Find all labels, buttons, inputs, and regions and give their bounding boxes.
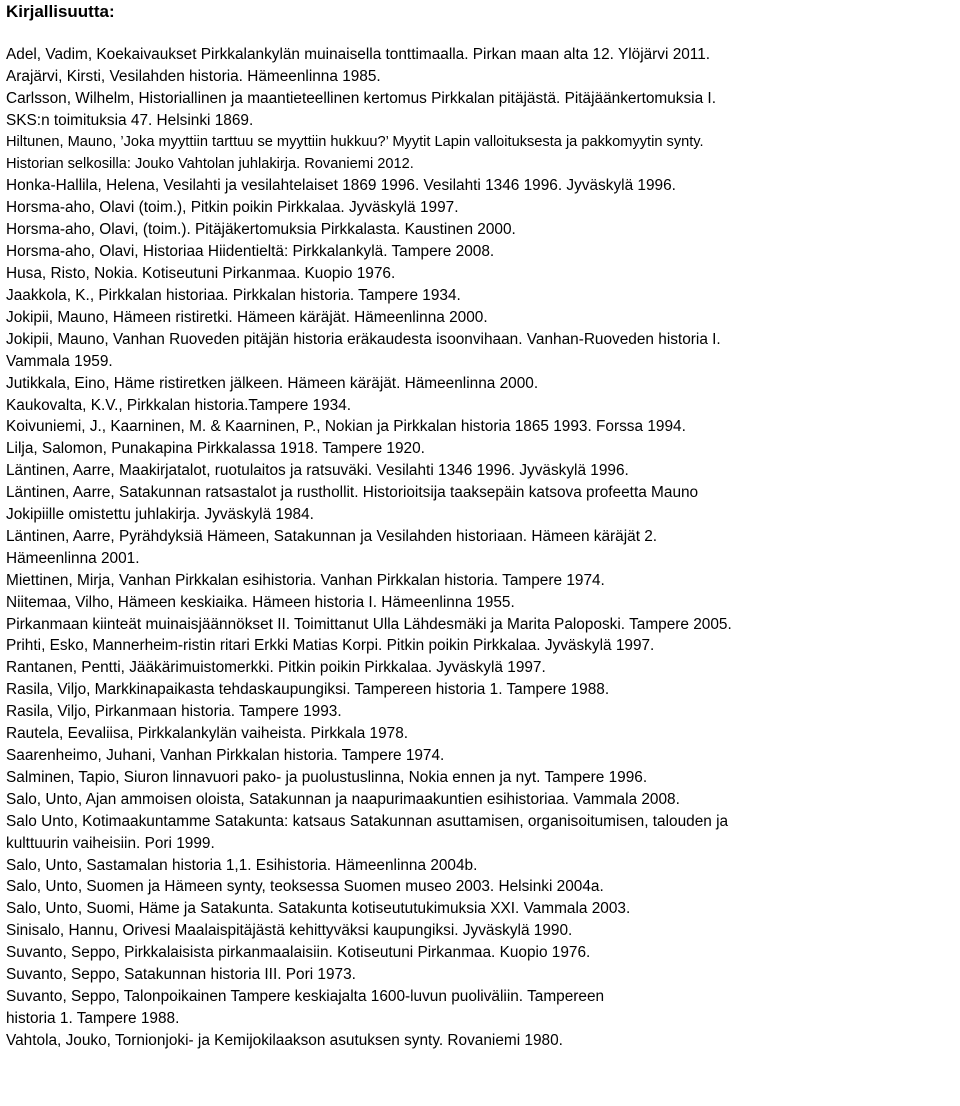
bibliography-line: Historian selkosilla: Jouko Vahtolan juhlakirja. Rovaniemi 2012. (6, 155, 414, 172)
bibliography-line: Jokipii, Mauno, Vanhan Ruoveden pitäjän historia eräkaudesta isoonvihaan. Vanhan-Ruoveden historia I. (6, 330, 721, 348)
bibliography-line: Prihti, Esko, Mannerheim-ristin ritari Erkki Matias Korpi. Pitkin poikin Pirkkalaa. Jyväskylä 1997. (6, 637, 655, 655)
bibliography-line: Suvanto, Seppo, Pirkkalaisista pirkanmaalaisiin. Kotiseutuni Pirkanmaa. Kuopio 1976. (6, 944, 591, 962)
bibliography-line: Rasila, Viljo, Pirkanmaan historia. Tampere 1993. (6, 703, 342, 721)
bibliography-line: historia 1. Tampere 1988. (6, 1009, 180, 1027)
bibliography-line: Miettinen, Mirja, Vanhan Pirkkalan esihistoria. Vanhan Pirkkalan historia. Tampere 1974. (6, 571, 605, 589)
bibliography-line: Husa, Risto, Nokia. Kotiseutuni Pirkanmaa. Kuopio 1976. (6, 265, 396, 283)
bibliography-line: Jaakkola, K., Pirkkalan historiaa. Pirkkalan historia. Tampere 1934. (6, 286, 461, 304)
bibliography-line: Carlsson, Wilhelm, Historiallinen ja maantieteellinen kertomus Pirkkalan pitäjästä. Pitäjäänkertomuksia I. (6, 89, 716, 107)
bibliography-line: Arajärvi, Kirsti, Vesilahden historia. Hämeenlinna 1985. (6, 67, 381, 85)
bibliography-line: Horsma-aho, Olavi (toim.), Pitkin poikin Pirkkalaa. Jyväskylä 1997. (6, 199, 459, 217)
bibliography-line: Läntinen, Aarre, Maakirjatalot, ruotulaitos ja ratsuväki. Vesilahti 1346 1996. Jyväskylä 1996. (6, 462, 629, 480)
bibliography-line: Salminen, Tapio, Siuron linnavuori pako- ja puolustuslinna, Nokia ennen ja nyt. Tampere 1996. (6, 768, 648, 786)
bibliography-line: Vahtola, Jouko, Tornionjoki- ja Kemijokilaakson asutuksen synty. Rovaniemi 1980. (6, 1031, 563, 1049)
bibliography-line: Suvanto, Seppo, Satakunnan historia III. Pori 1973. (6, 966, 356, 984)
bibliography-line: Rasila, Viljo, Markkinapaikasta tehdaskaupungiksi. Tampereen historia 1. Tampere 1988. (6, 681, 610, 699)
bibliography-line: Rantanen, Pentti, Jääkärimuistomerkki. Pitkin poikin Pirkkalaa. Jyväskylä 1997. (6, 659, 546, 677)
bibliography-line: Salo, Unto, Ajan ammoisen oloista, Satakunnan ja naapurimaakuntien esihistoriaa. Vammala 2008. (6, 790, 680, 808)
bibliography-line: Adel, Vadim, Koekaivaukset Pirkkalankylän muinaisella tonttimaalla. Pirkan maan alta 12. Ylöjärvi 2011. (6, 46, 711, 63)
bibliography-line: Jutikkala, Eino, Häme ristiretken jälkeen. Hämeen käräjät. Hämeenlinna 2000. (6, 374, 539, 392)
bibliography-line: Horsma-aho, Olavi, (toim.). Pitäjäkertomuksia Pirkkalasta. Kaustinen 2000. (6, 221, 516, 239)
bibliography-line: Salo, Unto, Sastamalan historia 1,1. Esihistoria. Hämeenlinna 2004b. (6, 856, 478, 874)
bibliography-line: Honka-Hallila, Helena, Vesilahti ja vesilahtelaiset 1869 1996. Vesilahti 1346 1996. Jyväskylä 1996. (6, 177, 676, 195)
bibliography-line: Horsma-aho, Olavi, Historiaa Hiidentieltä: Pirkkalankylä. Tampere 2008. (6, 243, 495, 261)
bibliography-line: Sinisalo, Hannu, Orivesi Maalaispitäjästä kehittyväksi kaupungiksi. Jyväskylä 1990. (6, 922, 573, 940)
bibliography-line: Pirkanmaan kiinteät muinaisjäännökset II. Toimittanut Ulla Lähdesmäki ja Marita Paloposki. Tampere 2005. (6, 615, 732, 633)
bibliography-line: Suvanto, Seppo, Talonpoikainen Tampere keskiajalta 1600-luvun puoliväliin. Tampereen (6, 987, 605, 1005)
bibliography-line: Läntinen, Aarre, Satakunnan ratsastalot ja rusthollit. Historioitsija taaksepäin katsova profeetta Mauno (6, 484, 699, 502)
bibliography-line: Jokipiille omistettu juhlakirja. Jyväskylä 1984. (6, 506, 314, 524)
page-heading: Kirjallisuutta: (6, 2, 115, 21)
bibliography-line: Kaukovalta, K.V., Pirkkalan historia.Tampere 1934. (6, 396, 352, 414)
document-page (6, 0, 956, 1052)
bibliography-line: SKS:n toimituksia 47. Helsinki 1869. (6, 111, 254, 129)
bibliography-line: Salo Unto, Kotimaakuntamme Satakunta: katsaus Satakunnan asuttamisen, organisoitumisen, talouden ja (6, 812, 729, 830)
bibliography-line: Saarenheimo, Juhani, Vanhan Pirkkalan historia. Tampere 1974. (6, 747, 445, 764)
bibliography-line: Salo, Unto, Suomen ja Hämeen synty, teoksessa Suomen museo 2003. Helsinki 2004a. (6, 878, 604, 896)
bibliography-line: Rautela, Eevaliisa, Pirkkalankylän vaiheista. Pirkkala 1978. (6, 725, 409, 743)
bibliography-line: Vammala 1959. (6, 352, 113, 370)
bibliography-line: Niitemaa, Vilho, Hämeen keskiaika. Hämeen historia I. Hämeenlinna 1955. (6, 593, 515, 611)
bibliography-line: Hämeenlinna 2001. (6, 549, 140, 567)
bibliography-line: kulttuurin vaiheisiin. Pori 1999. (6, 834, 215, 852)
bibliography-line: Läntinen, Aarre, Pyrähdyksiä Hämeen, Satakunnan ja Vesilahden historiaan. Hämeen käräjät 2. (6, 527, 658, 545)
bibliography-line: Koivuniemi, J., Kaarninen, M. & Kaarninen, P., Nokian ja Pirkkalan historia 1865 1993. Forssa 1994. (6, 418, 686, 436)
bibliography-line: Lilja, Salomon, Punakapina Pirkkalassa 1918. Tampere 1920. (6, 440, 425, 458)
bibliography-list (6, 44, 956, 1052)
bibliography-line: Jokipii, Mauno, Hämeen ristiretki. Hämeen käräjät. Hämeenlinna 2000. (6, 308, 488, 326)
bibliography-line: Hiltunen, Mauno, ’Joka myyttiin tarttuu se myyttiin hukkuu?’ Myytit Lapin valloituksesta ja pakkomyytin synty. (6, 133, 704, 150)
bibliography-line: Salo, Unto, Suomi, Häme ja Satakunta. Satakunta kotiseututukimuksia XXI. Vammala 2003. (6, 900, 631, 918)
